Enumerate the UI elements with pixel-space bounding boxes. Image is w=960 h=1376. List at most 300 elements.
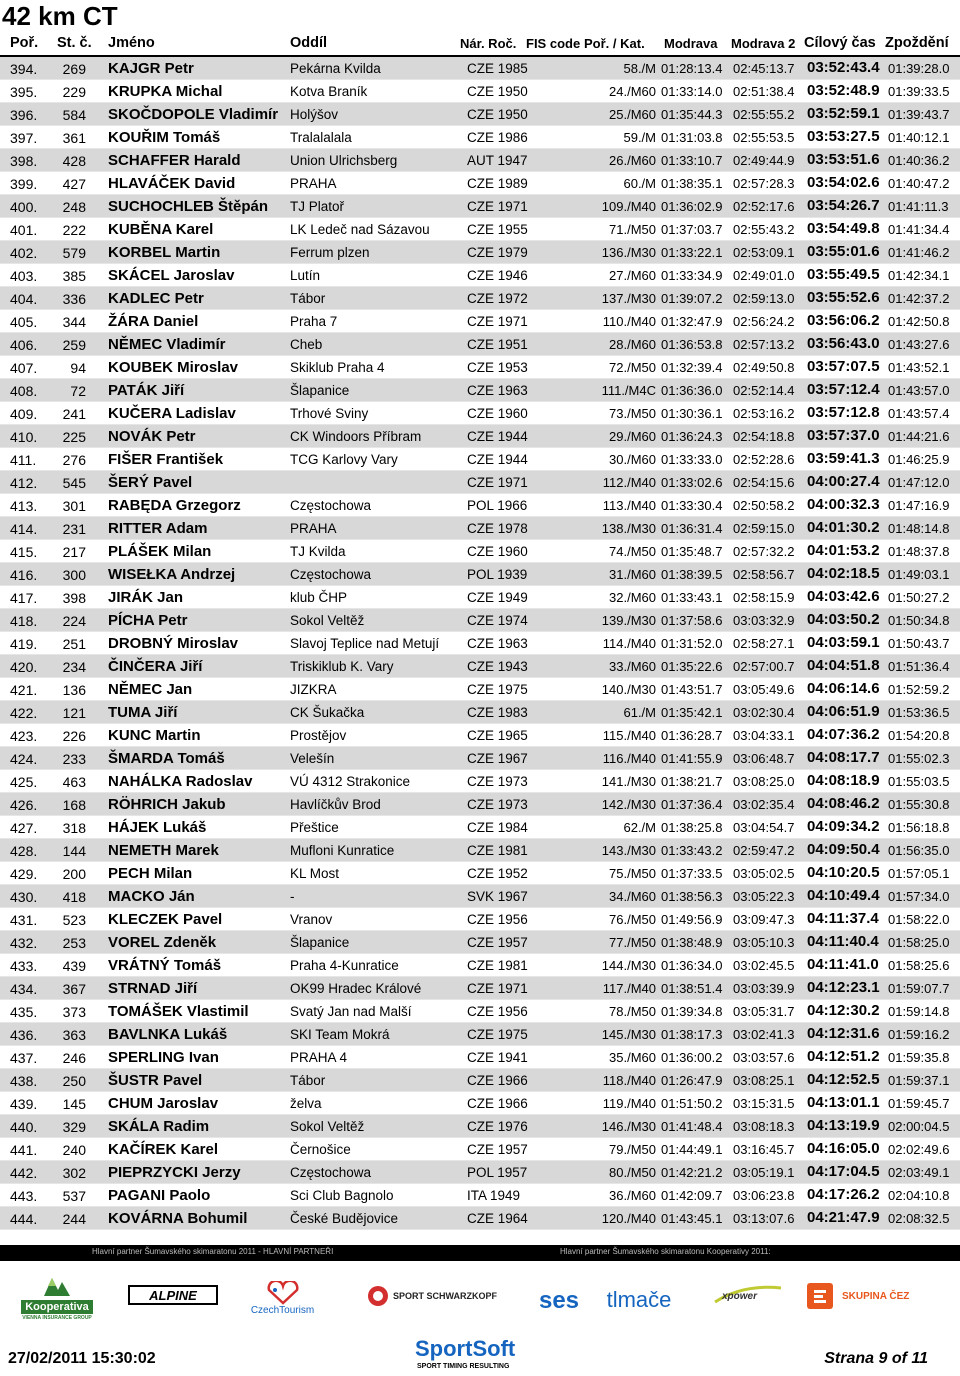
bib-cell: 301 — [62, 498, 86, 514]
modrava2-split-cell: 03:05:02.5 — [733, 866, 795, 881]
modrava2-split-cell: 03:05:22.3 — [733, 889, 795, 904]
table-row — [0, 586, 960, 609]
modrava2-split-cell: 03:02:30.4 — [733, 705, 795, 720]
bib-cell: 344 — [62, 314, 86, 330]
finish-time-cell: 04:10:20.5 — [807, 864, 880, 881]
modrava2-split-cell: 03:05:49.6 — [733, 682, 795, 697]
category-rank-cell: 140./M30 — [601, 682, 656, 697]
category-rank-cell: 36./M60 — [609, 1188, 656, 1203]
club-cell: JIZKRA — [290, 682, 337, 697]
category-rank-cell: 30./M60 — [609, 452, 656, 467]
rank-cell: 396. — [10, 107, 38, 123]
modrava-split-cell: 01:41:48.4 — [661, 1119, 723, 1134]
modrava2-split-cell: 03:05:31.7 — [733, 1004, 795, 1019]
gap-cell: 01:57:34.0 — [888, 889, 950, 904]
modrava2-split-cell: 02:51:38.4 — [733, 84, 795, 99]
col-modrava: Modrava — [664, 36, 718, 51]
skupina-cez-wordmark: SKUPINA ČEZ — [842, 1290, 910, 1302]
bib-cell: 398 — [62, 590, 86, 606]
category-rank-cell: 110./M40 — [602, 314, 656, 329]
name-cell: KOUŘIM Tomáš — [108, 129, 221, 146]
name-cell: PAGANI Paolo — [108, 1187, 211, 1204]
modrava-split-cell: 01:42:21.2 — [661, 1165, 723, 1180]
table-row — [0, 195, 960, 218]
club-cell: Ferrum plzen — [290, 245, 370, 260]
name-cell: ŠUSTR Pavel — [108, 1072, 203, 1089]
category-rank-cell: 32./M60 — [609, 590, 656, 605]
category-rank-cell: 117./M40 — [602, 981, 656, 996]
club-cell: Sokol Veltěž — [290, 613, 365, 628]
rank-cell: 402. — [10, 245, 38, 261]
title-bar — [0, 0, 960, 32]
sportsoft-logo — [415, 1336, 550, 1374]
table-row — [0, 954, 960, 977]
bib-cell: 579 — [62, 245, 86, 261]
gap-cell: 01:53:36.5 — [888, 705, 950, 720]
club-cell: Havlíčkův Brod — [290, 797, 381, 812]
bib-cell: 229 — [62, 84, 86, 100]
finish-time-cell: 04:17:04.5 — [807, 1163, 880, 1180]
finish-time-cell: 04:01:30.2 — [807, 519, 880, 536]
finish-time-cell: 04:08:17.7 — [807, 749, 880, 766]
finish-time-cell: 04:12:52.5 — [807, 1071, 880, 1088]
modrava2-split-cell: 02:57:00.7 — [733, 659, 795, 674]
xpower-wordmark: xpower — [722, 1291, 758, 1302]
club-cell: Černošice — [290, 1142, 351, 1157]
club-cell: Svatý Jan nad Malší — [290, 1004, 412, 1019]
sport-schwarzkopf-logo — [362, 1281, 502, 1311]
bib-cell: 276 — [62, 452, 86, 468]
gap-cell: 02:00:04.5 — [888, 1119, 950, 1134]
club-cell: Prostějov — [290, 728, 347, 743]
rank-cell: 436. — [10, 1027, 38, 1043]
modrava2-split-cell: 03:08:25.1 — [733, 1073, 795, 1088]
sponsor-bar-right-text: Hlavní partner Šumavského skimaratonu Kooperativy 2011: — [560, 1247, 771, 1256]
table-row — [0, 563, 960, 586]
nationality-year-cell: CZE 1985 — [467, 61, 528, 76]
finish-time-cell: 04:10:49.4 — [807, 887, 880, 904]
nationality-year-cell: CZE 1957 — [467, 1142, 528, 1157]
table-row — [0, 356, 960, 379]
finish-time-cell: 03:54:26.7 — [807, 197, 880, 214]
gap-cell: 01:41:34.4 — [888, 222, 950, 237]
finish-time-cell: 04:06:14.6 — [807, 680, 880, 697]
category-rank-cell: 73./M50 — [609, 406, 656, 421]
bib-cell: 224 — [62, 613, 86, 629]
table-row — [0, 655, 960, 678]
name-cell: VOREL Zdeněk — [108, 934, 217, 951]
modrava-split-cell: 01:36:24.3 — [661, 429, 723, 444]
col-cat: Poř. / Kat. — [584, 36, 645, 51]
name-cell: SPERLING Ivan — [108, 1049, 219, 1066]
nationality-year-cell: CZE 1973 — [467, 797, 528, 812]
finish-time-cell: 03:55:49.5 — [807, 266, 880, 283]
modrava2-split-cell: 02:57:32.2 — [733, 544, 795, 559]
rank-cell: 415. — [10, 544, 38, 560]
modrava-split-cell: 01:51:50.2 — [661, 1096, 723, 1111]
nationality-year-cell: CZE 1986 — [467, 130, 528, 145]
category-rank-cell: 33./M60 — [609, 659, 656, 674]
rank-cell: 397. — [10, 130, 38, 146]
gap-cell: 01:58:22.0 — [888, 912, 950, 927]
finish-time-cell: 04:03:50.2 — [807, 611, 880, 628]
category-rank-cell: 146./M30 — [601, 1119, 656, 1134]
club-cell: Cheb — [290, 337, 323, 352]
gap-cell: 01:58:25.6 — [888, 958, 950, 973]
nationality-year-cell: CZE 1966 — [467, 1073, 528, 1088]
name-cell: SUCHOCHLEB Štěpán — [108, 198, 269, 215]
gap-cell: 01:42:34.1 — [888, 268, 950, 283]
category-rank-cell: 71./M50 — [609, 222, 656, 237]
table-row — [0, 1092, 960, 1115]
modrava-split-cell: 01:32:47.9 — [661, 314, 723, 329]
kooperativa-wordmark: Kooperativa — [21, 1300, 93, 1314]
table-row — [0, 816, 960, 839]
modrava-split-cell: 01:36:34.0 — [661, 958, 723, 973]
nationality-year-cell: AUT 1947 — [467, 153, 528, 168]
club-cell: Šlapanice — [290, 935, 350, 950]
nationality-year-cell: CZE 1971 — [467, 475, 528, 490]
name-cell: STRNAD Jiří — [108, 980, 198, 997]
table-row — [0, 1115, 960, 1138]
finish-time-cell: 03:54:02.6 — [807, 174, 880, 191]
rank-cell: 412. — [10, 475, 38, 491]
modrava-split-cell: 01:38:35.1 — [661, 176, 723, 191]
nationality-year-cell: CZE 1965 — [467, 728, 528, 743]
rank-cell: 409. — [10, 406, 38, 422]
finish-time-cell: 04:03:42.6 — [807, 588, 880, 605]
nationality-year-cell: CZE 1981 — [467, 958, 528, 973]
gap-cell: 01:41:11.3 — [888, 199, 949, 214]
modrava2-split-cell: 03:06:23.8 — [733, 1188, 795, 1203]
club-cell: CK Windoors Příbram — [290, 429, 422, 444]
club-cell: Praha 7 — [290, 314, 338, 329]
finish-time-cell: 04:13:19.9 — [807, 1117, 880, 1134]
rank-cell: 404. — [10, 291, 38, 307]
finish-time-cell: 04:06:51.9 — [807, 703, 880, 720]
finish-time-cell: 03:56:43.0 — [807, 335, 880, 352]
czechtourism-logo — [245, 1273, 320, 1323]
modrava2-split-cell: 02:45:13.7 — [733, 61, 795, 76]
finish-time-cell: 04:08:46.2 — [807, 795, 880, 812]
category-rank-cell: 109./M40 — [601, 199, 656, 214]
modrava-split-cell: 01:33:33.0 — [661, 452, 723, 467]
category-rank-cell: 119./M40 — [602, 1096, 656, 1111]
category-rank-cell: 114./M40 — [602, 636, 656, 651]
nationality-year-cell: CZE 1964 — [467, 1211, 528, 1226]
category-rank-cell: 118./M40 — [602, 1073, 656, 1088]
table-row — [0, 379, 960, 402]
modrava2-split-cell: 02:54:18.8 — [733, 429, 795, 444]
table-row — [0, 218, 960, 241]
bib-cell: 244 — [62, 1211, 86, 1227]
bib-cell: 225 — [62, 429, 86, 445]
name-cell: DROBNÝ Miroslav — [108, 635, 239, 652]
col-modrava2: Modrava 2 — [731, 36, 796, 51]
nationality-year-cell: CZE 1974 — [467, 613, 528, 628]
gap-cell: 01:55:03.5 — [888, 774, 950, 789]
rank-cell: 414. — [10, 521, 38, 537]
rank-cell: 442. — [10, 1165, 38, 1181]
rank-cell: 432. — [10, 935, 38, 951]
bib-cell: 269 — [62, 61, 86, 77]
name-cell: KRUPKA Michal — [108, 83, 223, 100]
modrava2-split-cell: 03:03:57.6 — [733, 1050, 795, 1065]
rank-cell: 406. — [10, 337, 38, 353]
category-rank-cell: 72./M50 — [609, 360, 656, 375]
club-cell: Skiklub Praha 4 — [290, 360, 385, 375]
bib-cell: 217 — [62, 544, 86, 560]
gap-cell: 01:50:27.2 — [888, 590, 950, 605]
modrava-split-cell: 01:36:31.4 — [661, 521, 723, 536]
finish-time-cell: 03:52:59.1 — [807, 105, 880, 122]
table-row — [0, 103, 960, 126]
col-bib: St. č. — [57, 35, 92, 51]
table-row — [0, 1207, 960, 1230]
gap-cell: 01:59:45.7 — [888, 1096, 950, 1111]
name-cell: NEMETH Marek — [108, 842, 219, 859]
club-cell: Tábor — [290, 1073, 326, 1088]
rank-cell: 437. — [10, 1050, 38, 1066]
finish-time-cell: 04:11:37.4 — [807, 910, 879, 927]
table-row — [0, 402, 960, 425]
rank-cell: 413. — [10, 498, 38, 514]
table-row — [0, 1000, 960, 1023]
nationality-year-cell: CZE 1952 — [467, 866, 528, 881]
bib-cell: 72 — [70, 383, 86, 399]
bib-cell: 367 — [62, 981, 86, 997]
bib-cell: 233 — [62, 751, 86, 767]
gap-cell: 01:47:12.0 — [888, 475, 950, 490]
sponsor-bar — [0, 1245, 960, 1261]
gap-cell: 01:40:12.1 — [888, 130, 950, 145]
table-row — [0, 494, 960, 517]
table-row — [0, 632, 960, 655]
gap-cell: 01:50:43.7 — [888, 636, 950, 651]
modrava-split-cell: 01:37:03.7 — [661, 222, 723, 237]
gap-cell: 01:39:43.7 — [888, 107, 950, 122]
finish-time-cell: 03:54:49.8 — [807, 220, 880, 237]
table-row — [0, 172, 960, 195]
bib-cell: 241 — [62, 406, 86, 422]
name-cell: ČINČERA Jiří — [108, 658, 203, 675]
table-row — [0, 678, 960, 701]
nationality-year-cell: CZE 1979 — [467, 245, 528, 260]
gap-cell: 01:40:36.2 — [888, 153, 950, 168]
category-rank-cell: 60./M — [623, 176, 656, 191]
sportsoft-logo-subtext: SPORT TIMING RESULTING — [417, 1363, 510, 1370]
gap-cell: 01:58:25.0 — [888, 935, 950, 950]
rank-cell: 441. — [10, 1142, 38, 1158]
bib-cell: 250 — [62, 1073, 86, 1089]
xpower-logo — [708, 1279, 788, 1311]
category-rank-cell: 27./M60 — [609, 268, 656, 283]
modrava2-split-cell: 02:53:09.1 — [733, 245, 795, 260]
name-cell: RABĘDA Grzegorz — [108, 497, 241, 514]
modrava-split-cell: 01:38:56.3 — [661, 889, 723, 904]
modrava2-split-cell: 02:52:28.6 — [733, 452, 795, 467]
name-cell: HLAVÁČEK David — [108, 175, 236, 192]
finish-time-cell: 04:09:34.2 — [807, 818, 880, 835]
finish-time-cell: 04:11:41.0 — [807, 956, 879, 973]
column-header-row — [0, 32, 960, 57]
name-cell: KUBĚNA Karel — [108, 221, 214, 238]
rank-cell: 429. — [10, 866, 38, 882]
czechtourism-wordmark: CzechTourism — [250, 1304, 315, 1316]
finish-time-cell: 03:57:12.8 — [807, 404, 880, 421]
modrava2-split-cell: 03:09:47.3 — [733, 912, 795, 927]
bib-cell: 231 — [62, 521, 86, 537]
modrava-split-cell: 01:37:36.4 — [661, 797, 723, 812]
gap-cell: 01:43:27.6 — [888, 337, 950, 352]
nationality-year-cell: CZE 1955 — [467, 222, 528, 237]
category-rank-cell: 62./M — [623, 820, 656, 835]
rank-cell: 438. — [10, 1073, 38, 1089]
finish-time-cell: 04:12:23.1 — [807, 979, 880, 996]
sportsoft-logo-part-b: Soft — [472, 1336, 516, 1361]
rank-cell: 439. — [10, 1096, 38, 1112]
bib-cell: 361 — [62, 130, 86, 146]
modrava2-split-cell: 02:58:56.7 — [733, 567, 795, 582]
col-gap: Zpoždění — [885, 35, 949, 51]
category-rank-cell: 144./M30 — [601, 958, 656, 973]
modrava2-split-cell: 03:04:33.1 — [733, 728, 795, 743]
gap-cell: 01:39:28.0 — [888, 61, 950, 76]
table-row — [0, 425, 960, 448]
modrava2-split-cell: 02:52:14.4 — [733, 383, 795, 398]
bib-cell: 234 — [62, 659, 86, 675]
name-cell: KUNC Martin — [108, 727, 201, 744]
modrava2-split-cell: 02:55:43.2 — [733, 222, 795, 237]
nationality-year-cell: POL 1957 — [467, 1165, 528, 1180]
club-cell: TCG Karlovy Vary — [290, 452, 398, 467]
modrava-split-cell: 01:41:55.9 — [661, 751, 723, 766]
name-cell: TOMÁŠEK Vlastimil — [108, 1003, 249, 1020]
gap-cell: 01:49:03.1 — [888, 567, 950, 582]
club-cell: - — [290, 889, 295, 904]
modrava2-split-cell: 02:55:53.5 — [733, 130, 795, 145]
category-rank-cell: 35./M60 — [609, 1050, 656, 1065]
rank-cell: 407. — [10, 360, 38, 376]
bib-cell: 240 — [62, 1142, 86, 1158]
gap-cell: 01:59:37.1 — [888, 1073, 950, 1088]
modrava2-split-cell: 03:08:25.0 — [733, 774, 795, 789]
finish-time-cell: 03:57:37.0 — [807, 427, 880, 444]
modrava2-split-cell: 03:05:10.3 — [733, 935, 795, 950]
finish-time-cell: 04:17:26.2 — [807, 1186, 880, 1203]
club-cell: Częstochowa — [290, 1165, 372, 1180]
nationality-year-cell: ITA 1949 — [467, 1188, 521, 1203]
modrava2-split-cell: 02:49:01.0 — [733, 268, 795, 283]
club-cell: Slavoj Teplice nad Metují — [290, 636, 440, 651]
bib-cell: 248 — [62, 199, 86, 215]
table-row — [0, 448, 960, 471]
table-row — [0, 724, 960, 747]
name-cell: HÁJEK Lukáš — [108, 819, 207, 836]
modrava2-split-cell: 03:16:45.7 — [733, 1142, 795, 1157]
modrava-split-cell: 01:36:00.2 — [661, 1050, 723, 1065]
bib-cell: 300 — [62, 567, 86, 583]
finish-time-cell: 04:12:31.6 — [807, 1025, 880, 1042]
gap-cell: 01:47:16.9 — [888, 498, 950, 513]
rank-cell: 394. — [10, 61, 38, 77]
club-cell: želva — [290, 1096, 322, 1111]
nationality-year-cell: CZE 1972 — [467, 291, 528, 306]
skupina-cez-logo — [806, 1279, 936, 1313]
modrava2-split-cell: 02:57:28.3 — [733, 176, 795, 191]
modrava-split-cell: 01:37:33.5 — [661, 866, 723, 881]
table-row — [0, 264, 960, 287]
category-rank-cell: 78./M50 — [609, 1004, 656, 1019]
modrava-split-cell: 01:31:03.8 — [661, 130, 723, 145]
finish-time-cell: 03:56:06.2 — [807, 312, 880, 329]
gap-cell: 01:54:20.8 — [888, 728, 950, 743]
club-cell: Union Ulrichsberg — [290, 153, 398, 168]
bib-cell: 145 — [62, 1096, 86, 1112]
name-cell: KAČÍREK Karel — [108, 1141, 219, 1158]
name-cell: MACKO Ján — [108, 888, 195, 905]
club-cell: Praha 4-Kunratice — [290, 958, 399, 973]
nationality-year-cell: CZE 1971 — [467, 314, 528, 329]
category-rank-cell: 143./M30 — [601, 843, 656, 858]
modrava-split-cell: 01:39:34.8 — [661, 1004, 723, 1019]
club-cell: PRAHA — [290, 176, 337, 191]
nationality-year-cell: CZE 1971 — [467, 199, 528, 214]
gap-cell: 01:55:30.8 — [888, 797, 950, 812]
modrava-split-cell: 01:33:43.1 — [661, 590, 723, 605]
table-row — [0, 747, 960, 770]
modrava2-split-cell: 02:50:58.2 — [733, 498, 795, 513]
rank-cell: 411. — [10, 452, 37, 468]
table-row — [0, 517, 960, 540]
modrava-split-cell: 01:33:43.2 — [661, 843, 723, 858]
club-cell: PRAHA — [290, 521, 337, 536]
bib-cell: 94 — [70, 360, 86, 376]
nationality-year-cell: CZE 1975 — [467, 1027, 528, 1042]
category-rank-cell: 28./M60 — [609, 337, 656, 352]
modrava-split-cell: 01:38:21.7 — [661, 774, 723, 789]
finish-time-cell: 04:21:47.9 — [807, 1209, 880, 1226]
category-rank-cell: 59./M — [623, 130, 656, 145]
club-cell: TJ Kvilda — [290, 544, 346, 559]
category-rank-cell: 116./M40 — [602, 751, 656, 766]
name-cell: VRÁTNÝ Tomáš — [108, 957, 222, 974]
col-club: Oddíl — [290, 35, 328, 51]
rank-cell: 425. — [10, 774, 38, 790]
finish-time-cell: 04:16:05.0 — [807, 1140, 880, 1157]
modrava-split-cell: 01:43:51.7 — [661, 682, 723, 697]
name-cell: RITTER Adam — [108, 520, 208, 537]
modrava-split-cell: 01:33:10.7 — [661, 153, 723, 168]
rank-cell: 400. — [10, 199, 38, 215]
modrava2-split-cell: 03:15:31.5 — [733, 1096, 795, 1111]
name-cell: PATÁK Jiří — [108, 382, 185, 399]
modrava-split-cell: 01:35:48.7 — [661, 544, 723, 559]
rank-cell: 418. — [10, 613, 38, 629]
nationality-year-cell: CZE 1946 — [467, 268, 528, 283]
gap-cell: 01:56:35.0 — [888, 843, 950, 858]
category-rank-cell: 61./M — [623, 705, 656, 720]
modrava2-split-cell: 02:57:13.2 — [733, 337, 795, 352]
rank-cell: 410. — [10, 429, 38, 445]
bib-cell: 545 — [62, 475, 86, 491]
modrava-split-cell: 01:35:44.3 — [661, 107, 723, 122]
rank-cell: 398. — [10, 153, 38, 169]
finish-time-cell: 03:52:43.4 — [807, 59, 880, 76]
name-cell: PÍCHA Petr — [108, 612, 188, 629]
finish-time-cell: 03:53:51.6 — [807, 151, 880, 168]
category-rank-cell: 113./M40 — [602, 498, 656, 513]
